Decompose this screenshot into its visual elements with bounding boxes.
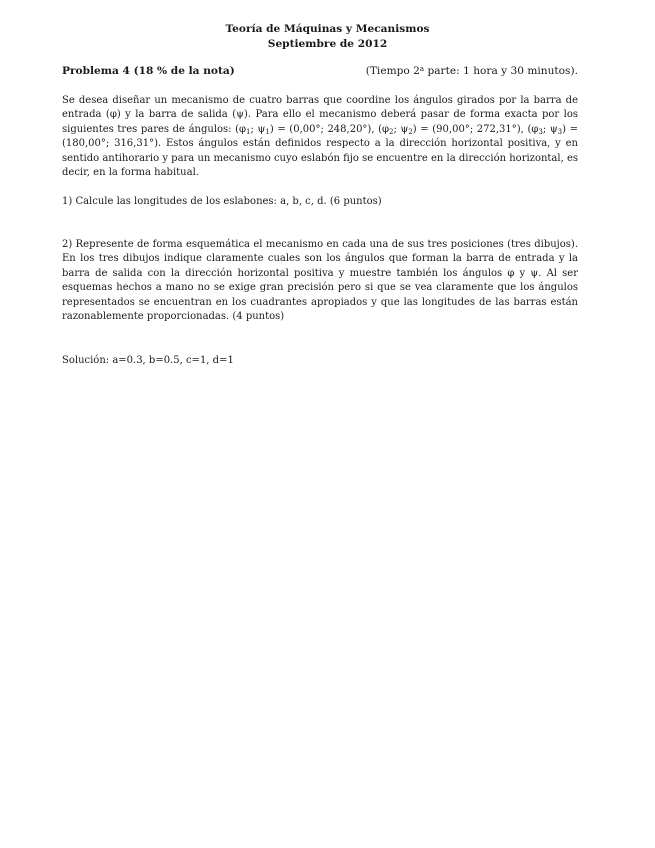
problem-line <box>62 64 578 79</box>
time-superscript: a <box>419 65 425 73</box>
statement-text-3: ) = (0,00°; 248,20°), (φ <box>269 123 390 135</box>
time-text-start: (Tiempo 2 <box>365 65 420 77</box>
question-1: 1) Calcule las longitudes de los eslabones: a, b, c, d. (6 puntos) <box>62 196 382 207</box>
solution-line: Solución: a=0.3, b=0.5, c=1, d=1 <box>62 355 234 366</box>
statement-sub-4: 2 <box>408 127 413 136</box>
exam-date: Septiembre de 2012 <box>267 38 388 50</box>
course-title: Teoría de Máquinas y Mecanismos <box>225 23 430 35</box>
statement-text-7: ) = (180,00°; 316,31°). Estos ángulos están definidos respecto a la dirección horizontal positiva, y en sentido antihorario y para un mecanismo cuyo eslabón fijo se encuentre en la dirección horizontal, es decir, en la forma habitual. <box>62 123 579 179</box>
time-text-end: parte: 1 hora y 30 minutos). <box>424 65 578 77</box>
statement-text-2: ; ψ <box>250 123 266 135</box>
statement-sub-1: 1 <box>246 127 251 136</box>
statement-text-6: ; ψ <box>542 123 558 135</box>
problem-heading: Problema 4 (18 % de la nota) <box>62 65 235 77</box>
statement-sub-6: 3 <box>557 127 563 136</box>
statement-text-4: ; ψ <box>393 123 409 135</box>
statement-sub-2: 1 <box>265 127 270 136</box>
statement-text-5: ) = (90,00°; 272,31°), (φ <box>412 123 539 135</box>
time-allowance <box>366 64 578 79</box>
question-2: 2) Represente de forma esquemática el mecanismo en cada una de sus tres posiciones (tres dibujos). En los tres dibujos indique claramente cuales son los ángulos que forman la barra de entrada y la barra de salida con la dirección horizontal positiva y muestre también los ángulos φ y ψ. Al ser esquemas hechos a mano no se exige gran precisión pero si que se vea claramente que los ángulos representados se encuentran en los cuadrantes apropiados y que las longitudes de las barras están razonablemente proporcionadas. (4 puntos) <box>62 239 579 323</box>
statement-text-1: Se desea diseñar un mecanismo de cuatro barras que coordine los ángulos girados por la barra de entrada (φ) y la barra de salida (ψ). Para ello el mecanismo deberá pasar de forma exacta por los siguientes tres pares de ángulos: (φ <box>62 95 578 135</box>
problem-statement <box>62 94 578 180</box>
document-header <box>0 22 655 52</box>
statement-sub-3: 2 <box>389 127 394 136</box>
statement-sub-5: 3 <box>538 127 543 136</box>
